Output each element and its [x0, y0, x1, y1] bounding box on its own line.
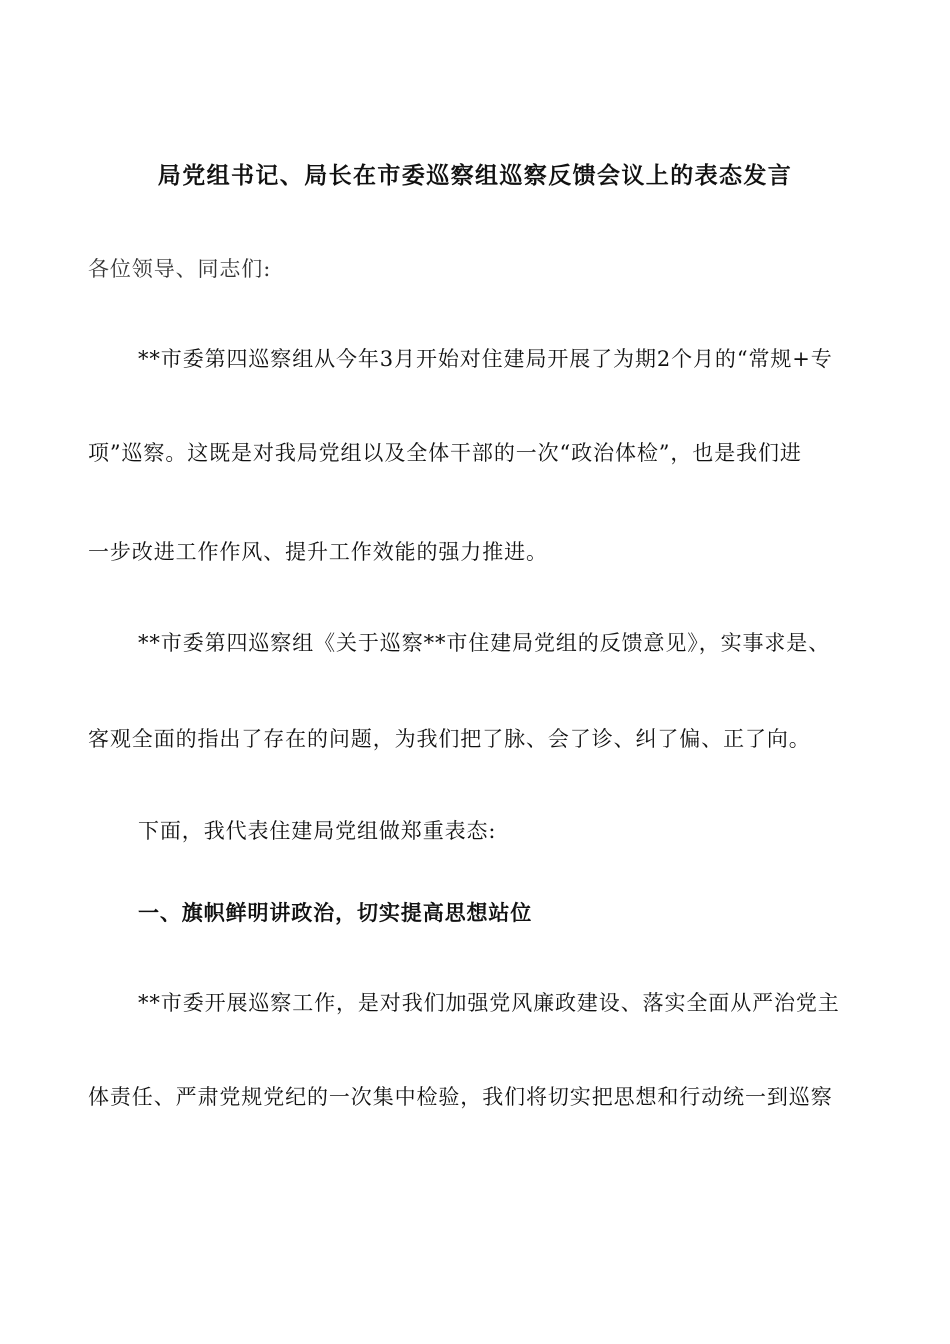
paragraph-2-line-2: 客观全面的指出了存在的问题，为我们把了脉、会了诊、纠了偏、正了向。 [88, 727, 811, 751]
paragraph-4-line-2: 体责任、严肃党规党纪的一次集中检验，我们将切实把思想和行动统一到巡察 [88, 1085, 833, 1109]
document-title: 局党组书记、局长在市委巡察组巡察反馈会议上的表态发言 [157, 162, 793, 189]
paragraph-1-line-2: 项”巡察。这既是对我局党组以及全体干部的一次“政治体检”，也是我们进 [88, 441, 802, 465]
paragraph-1-line-1: **市委第四巡察组从今年3月开始对住建局开展了为期2个月的“常规+专 [138, 347, 833, 371]
salutation: 各位领导、同志们: [88, 257, 272, 281]
paragraph-3-line-1: 下面，我代表住建局党组做郑重表态: [138, 819, 497, 843]
paragraph-2-line-1: **市委第四巡察组《关于巡察**市住建局党组的反馈意见》，实事求是、 [138, 631, 831, 655]
section-1-heading: 一、旗帜鲜明讲政治，切实提高思想站位 [138, 900, 533, 925]
paragraph-4-line-1: **市委开展巡察工作，是对我们加强党风廉政建设、落实全面从严治党主 [138, 991, 840, 1015]
paragraph-1-line-3: 一步改进工作作风、提升工作效能的强力推进。 [88, 540, 548, 564]
